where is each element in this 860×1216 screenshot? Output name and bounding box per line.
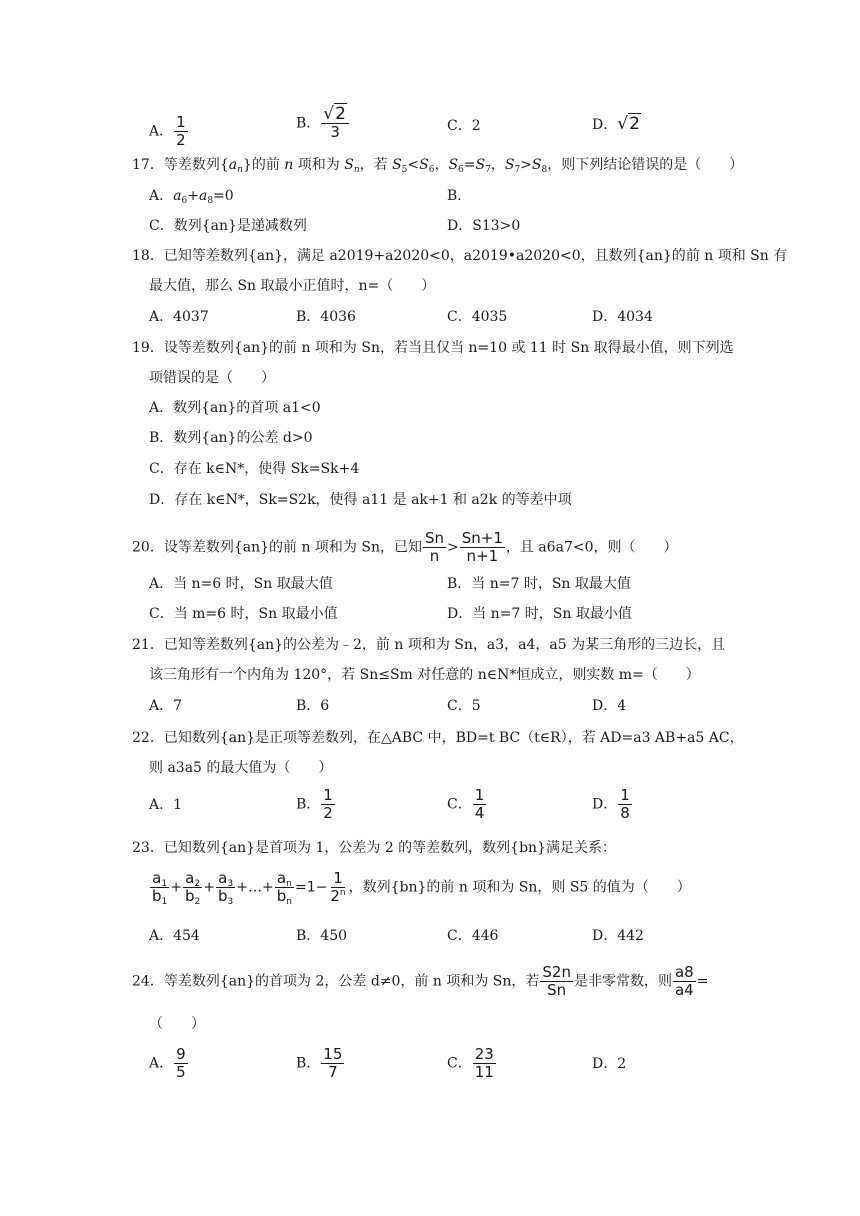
q20-option-d: D．当 n=7 时，Sn 取最小值 <box>447 606 632 622</box>
q19-stem-line1: 19．设等差数列{an}的前 n 项和为 Sn，若当且仅当 n=10 或 11 时 Sn 取得最小值，则下列选 <box>132 340 734 356</box>
q17-option-a: A．$a_6+a_8=0$ <box>149 188 234 206</box>
q21-option-d: D．4 <box>592 698 627 714</box>
q21-option-a: A．7 <box>149 698 183 714</box>
q19-option-b: B．数列{an}的公差 d>0 <box>149 430 313 446</box>
q24-option-b: B． $\frac{15}{7}$ <box>296 1045 343 1081</box>
q23-stem-line2: $\frac{a_1}{b_1}$ + $\frac{a_2}{b_2}$ + $\frac{a_3}{b_3}$ +…+ $\frac{a_n}{b_n}$ =1− $\frac{1}{2^n}$ ，数列{bn}的前 n 项和为 Sn，则 S5 的值为（ ） <box>152 869 691 907</box>
q21-stem-line2: 该三角形有一个内角为 120°，若 Sn≤Sm 对任意的 n∈N*恒成立，则实数 m=（ ） <box>149 667 700 683</box>
q18-option-c: C．4035 <box>447 309 508 325</box>
q23-option-d: D．442 <box>592 928 644 944</box>
q21-option-c: C．5 <box>447 698 481 714</box>
q22-stem-line2: 则 a3a5 的最大值为（ ） <box>149 760 333 776</box>
q24-stem-line1: 24．等差数列{an}的首项为 2，公差 d≠0，前 n 项和为 Sn，若 $\frac{S2n}{Sn}$ 是非零常数，则 $\frac{a8}{a4}$ = <box>132 963 709 999</box>
q16-option-b: B． $\frac{√2}{3}$ <box>296 106 350 141</box>
q18-stem-line1: 18．已知等差数列{an}，满足 a2019+a2020<0，a2019•a2020<0，且数列{an}的前 n 项和 Sn 有 <box>132 248 788 264</box>
q17-option-b: B． <box>447 188 472 204</box>
q21-option-b: B．6 <box>296 698 330 714</box>
q23-option-c: C．446 <box>447 928 499 944</box>
q16-option-c: C．2 <box>447 118 481 134</box>
q22-option-c: C． $\frac{1}{4}$ <box>447 786 485 822</box>
q18-option-b: B．4036 <box>296 309 356 325</box>
q23-option-a: A．454 <box>149 928 200 944</box>
q20-option-b: B．当 n=7 时，Sn 取最大值 <box>447 576 631 592</box>
q18-option-a: A．4037 <box>149 309 209 325</box>
q17-option-c: C．数列{an}是递减数列 <box>149 218 307 234</box>
q20-option-c: C．当 m=6 时，Sn 取最小值 <box>149 606 338 622</box>
q19-option-c: C．存在 k∈N*，使得 Sk=Sk+4 <box>149 461 360 477</box>
q22-option-d: D． $\frac{1}{8}$ <box>592 786 630 822</box>
q18-stem-line2: 最大值，那么 Sn 取最小正值时，n=（ ） <box>149 278 436 294</box>
q16-option-a: A． $\frac{1}{2}$ <box>149 113 186 149</box>
q19-option-a: A．数列{an}的首项 a1<0 <box>149 400 321 416</box>
q17-stem: 17．等差数列$\{a_n\}$的前 n 项和为 $S_n$，若 $S_5<S_6$，$S_6=S_7$，$S_7>S_8$，则下列结论错误的是（ ） <box>132 157 744 175</box>
q24-option-d: D．2 <box>592 1056 627 1072</box>
q19-option-d: D．存在 k∈N*，Sk=S2k，使得 a11 是 ak+1 和 a2k 的等差中项 <box>149 492 572 508</box>
q24-option-a: A． $\frac{9}{5}$ <box>149 1045 186 1081</box>
q21-stem-line1: 21．已知等差数列{an}的公差为﹣2，前 n 项和为 Sn，a3，a4，a5 为某三角形的三边长，且 <box>132 637 726 653</box>
q16-option-d: D．√2 <box>592 114 640 134</box>
q22-option-b: B． $\frac{1}{2}$ <box>296 786 333 822</box>
q22-stem-line1: 22．已知数列{an}是正项等差数列，在△ABC 中，BD=t BC（t∈R），若 AD=a3 AB+a5 AC， <box>132 730 744 746</box>
q18-option-d: D．4034 <box>592 309 653 325</box>
q20-option-a: A．当 n=6 时，Sn 取最大值 <box>149 576 333 592</box>
q23-option-b: B．450 <box>296 928 348 944</box>
q22-option-a: A．1 <box>149 797 183 813</box>
q19-stem-line2: 项错误的是（ ） <box>149 370 275 386</box>
q23-stem-line1: 23．已知数列{an}是首项为 1，公差为 2 的等差数列，数列{bn}满足关系： <box>132 840 616 856</box>
q20-stem: 20．设等差数列{an}的前 n 项和为 Sn，已知 $\frac{Sn}{n}$ > $\frac{Sn+1}{n+1}$ ，且 a6a7<0，则（ ） <box>132 529 678 565</box>
q17-option-d: D．S13>0 <box>447 218 521 234</box>
q24-option-c: C． $\frac{23}{11}$ <box>447 1045 494 1081</box>
q24-stem-line2: （ ） <box>149 1016 205 1032</box>
